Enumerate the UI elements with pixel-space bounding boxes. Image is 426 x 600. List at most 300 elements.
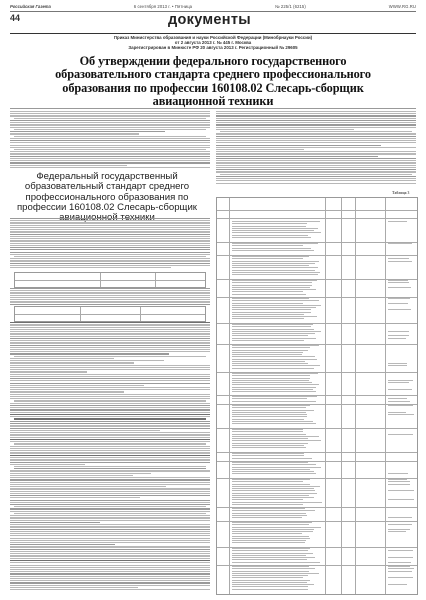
text-line — [10, 452, 210, 453]
table-text-line — [232, 326, 311, 327]
table-text-line — [232, 401, 316, 402]
text-line — [10, 394, 210, 395]
text-line — [10, 432, 210, 433]
text-line — [10, 589, 210, 590]
text-line — [10, 115, 210, 116]
table-text-line — [232, 256, 309, 257]
text-line — [10, 254, 210, 255]
text-line — [10, 488, 210, 489]
text-line — [10, 120, 210, 121]
table-text-line — [232, 289, 316, 290]
table-text-line — [232, 464, 316, 465]
table-text-line — [388, 517, 412, 518]
text-line — [216, 145, 381, 146]
text-line — [10, 450, 210, 451]
text-line — [10, 573, 210, 574]
text-line — [10, 367, 210, 368]
text-line — [216, 165, 416, 166]
text-line — [10, 267, 171, 268]
table-text-line — [388, 412, 406, 413]
text-line — [10, 347, 210, 348]
text-line — [10, 441, 210, 442]
text-line — [216, 136, 416, 137]
text-line — [10, 165, 127, 166]
text-line — [10, 299, 210, 300]
text-line — [216, 160, 416, 161]
text-line — [10, 459, 210, 460]
table-text-line — [232, 368, 314, 369]
text-line — [10, 464, 85, 465]
text-line — [10, 236, 210, 237]
text-line — [216, 156, 378, 157]
text-line — [216, 140, 416, 141]
table-text-line — [232, 431, 303, 432]
table-text-line — [232, 443, 308, 444]
table-text-line — [232, 384, 319, 385]
text-line — [216, 142, 416, 143]
text-line — [10, 526, 210, 527]
text-line — [10, 549, 210, 550]
text-line — [10, 502, 210, 503]
order-line-1: Приказ Министерства образования и науки Российской Федерации (Минобрнауки России) — [113, 35, 313, 40]
table-text-line — [388, 550, 413, 551]
table-text-line — [232, 486, 320, 487]
text-line — [220, 131, 412, 132]
table-text-line — [388, 473, 408, 474]
table-text-line — [232, 261, 319, 262]
text-line — [10, 336, 210, 337]
table-text-line — [232, 540, 306, 541]
text-line — [10, 437, 210, 438]
table-text-line — [232, 285, 312, 286]
order-heading — [10, 35, 416, 51]
text-line — [14, 466, 206, 467]
table-text-line — [232, 267, 318, 268]
text-line — [216, 129, 354, 130]
text-line — [10, 500, 210, 501]
text-line — [10, 249, 210, 250]
issue-date: 6 сентября 2013 г. • Пятница — [133, 4, 193, 9]
table-text-line — [232, 573, 319, 574]
table-text-line — [232, 568, 315, 569]
table-text-line — [232, 410, 314, 411]
text-line — [216, 162, 416, 163]
table-text-line — [232, 479, 310, 480]
text-line — [10, 414, 210, 415]
text-line — [10, 542, 210, 543]
table-text-line — [232, 471, 314, 472]
table-text-line — [232, 536, 309, 537]
text-line — [10, 495, 210, 496]
body-text-section-3 — [10, 322, 210, 594]
issue-number: № 225/1 (6215) — [275, 4, 306, 9]
text-line — [216, 158, 416, 159]
text-line — [10, 142, 210, 143]
text-line — [10, 292, 210, 293]
table-text-line — [388, 566, 410, 567]
table-text-line — [232, 291, 303, 292]
text-line — [10, 247, 210, 248]
text-line — [10, 374, 210, 375]
table-text-line — [388, 389, 412, 390]
text-line — [10, 430, 160, 431]
table-text-line — [232, 445, 304, 446]
text-line — [10, 569, 210, 570]
text-line — [216, 115, 416, 116]
table-text-line — [232, 414, 307, 415]
order-line-3: Зарегистрирован в Минюсте РФ 20 августа 2013 г. Регистрационный № 29605 — [128, 45, 298, 51]
table-text-line — [232, 298, 309, 299]
text-line — [10, 439, 210, 440]
table-text-line — [232, 538, 310, 539]
table-text-line — [232, 513, 306, 514]
table-text-line — [232, 493, 317, 494]
qualification-table — [14, 306, 206, 322]
table-text-line — [232, 575, 308, 576]
title-rule — [10, 108, 416, 109]
table-text-line — [232, 237, 311, 238]
text-line — [10, 220, 210, 221]
standard-heading: Федеральный государственный образовательный стандарт среднего профессионального образования по профессии 160108.02 Слесарь-сборщик — [16, 171, 198, 213]
text-line — [216, 178, 416, 179]
text-line — [10, 360, 164, 361]
text-line — [14, 513, 206, 514]
table-text-line — [232, 589, 308, 590]
table-text-line — [232, 318, 304, 319]
text-line — [10, 535, 210, 536]
text-line — [216, 171, 416, 172]
text-line — [10, 558, 210, 559]
text-line — [10, 371, 87, 372]
table-text-line — [232, 436, 319, 437]
text-line — [10, 448, 210, 449]
table-text-line — [232, 584, 314, 585]
text-line — [10, 517, 210, 518]
text-line — [10, 412, 210, 413]
table-text-line — [232, 245, 303, 246]
table-text-line — [232, 517, 302, 518]
text-line — [10, 576, 210, 577]
text-line — [216, 153, 416, 154]
text-line — [10, 578, 210, 579]
table-text-line — [232, 533, 302, 534]
table-text-line — [232, 361, 305, 362]
text-line — [10, 462, 210, 463]
table-text-line — [388, 303, 408, 304]
text-line — [10, 491, 210, 492]
table-text-line — [232, 270, 315, 271]
table-text-line — [232, 263, 315, 264]
text-line — [10, 227, 210, 228]
table-text-line — [232, 412, 306, 413]
text-line — [10, 553, 210, 554]
table-text-line — [232, 378, 310, 379]
table-text-line — [232, 495, 309, 496]
text-line — [14, 356, 206, 357]
text-line — [10, 225, 210, 226]
text-line — [10, 329, 210, 330]
text-line — [10, 520, 210, 521]
text-line — [10, 331, 210, 332]
table-text-line — [232, 553, 313, 554]
text-line — [10, 551, 210, 552]
table-text-line — [232, 555, 306, 556]
text-line — [10, 580, 210, 581]
text-line — [10, 533, 210, 534]
table-text-line — [388, 568, 414, 569]
text-line — [10, 324, 210, 325]
table-text-line — [232, 510, 315, 511]
text-line — [10, 288, 210, 289]
table-text-line — [232, 548, 310, 549]
text-line — [10, 493, 210, 494]
table-text-line — [388, 571, 412, 572]
text-line — [216, 111, 416, 112]
text-line — [14, 118, 206, 119]
text-line — [10, 479, 210, 480]
table-text-line — [232, 571, 309, 572]
text-line — [10, 151, 210, 152]
text-line — [10, 515, 210, 516]
text-line — [14, 149, 206, 150]
text-line — [10, 369, 210, 370]
education-level-table — [14, 272, 206, 288]
table-text-line — [232, 387, 316, 388]
text-line — [10, 122, 210, 123]
publication-name: Российская Газета — [10, 4, 51, 9]
table-text-line — [232, 515, 307, 516]
text-line — [10, 362, 134, 363]
text-line — [10, 238, 210, 239]
table-text-line — [388, 524, 412, 525]
text-line — [220, 174, 412, 175]
text-line — [216, 151, 416, 152]
table-text-line — [388, 484, 410, 485]
text-line — [10, 145, 210, 146]
table-text-line — [232, 329, 314, 330]
text-line — [10, 497, 140, 498]
table-text-line — [232, 550, 308, 551]
text-line — [10, 252, 210, 253]
table-text-line — [232, 421, 313, 422]
table-text-line — [232, 416, 307, 417]
text-line — [10, 156, 210, 157]
table-text-line — [232, 562, 320, 563]
text-line — [10, 508, 210, 509]
table-text-line — [232, 481, 303, 482]
text-line — [14, 443, 206, 444]
text-line — [14, 400, 206, 401]
text-line — [10, 243, 210, 244]
curriculum-structure-table — [216, 197, 418, 595]
website-link[interactable]: WWW.RG.RU — [388, 4, 416, 9]
table-text-line — [232, 312, 311, 313]
text-line — [10, 587, 138, 588]
table-text-line — [388, 335, 409, 336]
table-text-line — [232, 356, 315, 357]
text-line — [10, 124, 210, 125]
table-text-line — [232, 453, 304, 454]
text-line — [10, 571, 210, 572]
table-text-line — [232, 258, 303, 259]
table-text-line — [232, 488, 314, 489]
text-line — [10, 396, 210, 397]
text-line — [10, 333, 210, 334]
table-text-line — [232, 314, 304, 315]
text-line — [10, 428, 210, 429]
text-line — [10, 365, 210, 366]
text-line — [10, 133, 139, 134]
table-text-line — [232, 223, 307, 224]
table-text-line — [232, 324, 313, 325]
table-text-line — [388, 338, 406, 339]
table-text-line — [232, 557, 315, 558]
text-line — [10, 113, 210, 114]
table-text-line — [232, 347, 310, 348]
table-text-line — [388, 434, 413, 435]
text-line — [10, 387, 210, 388]
table-text-line — [388, 557, 413, 558]
text-line — [10, 304, 210, 305]
text-line — [10, 403, 210, 404]
text-line — [10, 351, 210, 352]
text-line — [216, 147, 416, 148]
table-text-line — [388, 309, 411, 310]
text-line — [10, 260, 210, 261]
table-text-line — [232, 345, 319, 346]
table-text-line — [388, 398, 407, 399]
text-line — [10, 240, 210, 241]
text-line — [10, 585, 210, 586]
table-text-line — [232, 294, 306, 295]
table-text-line — [232, 440, 321, 441]
text-line — [216, 127, 416, 128]
text-line — [216, 138, 416, 139]
table-text-line — [232, 359, 317, 360]
text-line — [10, 538, 210, 539]
table-text-line — [232, 559, 307, 560]
text-line — [10, 475, 133, 476]
text-line — [14, 418, 206, 419]
text-line — [10, 138, 210, 139]
table-text-line — [388, 499, 414, 500]
text-line — [10, 383, 210, 384]
table-text-line — [232, 502, 322, 503]
table-text-line — [232, 467, 321, 468]
text-line — [10, 245, 210, 246]
table-text-line — [232, 398, 307, 399]
text-line — [10, 162, 210, 163]
text-line — [216, 120, 416, 121]
text-line — [10, 290, 210, 291]
table-text-line — [388, 243, 412, 244]
text-line — [10, 378, 210, 379]
text-line — [216, 133, 416, 134]
text-line — [10, 423, 210, 424]
table-text-line — [232, 396, 317, 397]
table-text-line — [388, 258, 409, 259]
table-text-line — [232, 226, 306, 227]
table-text-line — [232, 265, 309, 266]
table-text-line — [388, 382, 409, 383]
table-text-line — [232, 272, 320, 273]
table-text-line — [232, 455, 304, 456]
table-text-line — [232, 407, 306, 408]
text-line — [10, 258, 210, 259]
masthead — [10, 2, 416, 11]
text-line — [216, 124, 416, 125]
table-text-line — [232, 438, 308, 439]
text-line — [10, 522, 100, 523]
table-text-line — [232, 473, 316, 474]
text-line — [10, 504, 210, 505]
table-text-line — [388, 531, 406, 532]
table-text-line — [232, 469, 310, 470]
text-line — [10, 582, 210, 583]
preamble-text — [10, 111, 210, 171]
table-caption: Таблица 3 — [392, 191, 410, 195]
table-text-line — [232, 522, 312, 523]
text-line — [10, 524, 210, 525]
text-line — [10, 342, 210, 343]
text-line — [10, 263, 210, 264]
preamble-text-right — [216, 111, 416, 187]
table-text-line — [232, 303, 303, 304]
text-line — [216, 169, 416, 170]
table-text-line — [232, 230, 314, 231]
table-text-line — [232, 497, 314, 498]
text-line — [10, 484, 210, 485]
section-title: документы — [168, 12, 251, 28]
table-text-line — [232, 340, 304, 341]
table-text-line — [232, 434, 306, 435]
table-text-line — [232, 375, 310, 376]
text-line — [10, 455, 210, 456]
text-line — [14, 256, 206, 257]
text-line — [10, 376, 210, 377]
text-line — [216, 113, 416, 114]
table-text-line — [388, 481, 410, 482]
text-line — [10, 140, 210, 141]
text-line — [216, 118, 416, 119]
table-text-line — [232, 316, 317, 317]
text-line — [10, 301, 210, 302]
text-line — [10, 345, 210, 346]
table-text-line — [388, 365, 407, 366]
table-text-line — [232, 363, 308, 364]
table-text-line — [232, 462, 308, 463]
table-text-line — [232, 504, 303, 505]
table-text-line — [232, 419, 304, 420]
table-text-line — [232, 335, 308, 336]
table-text-line — [232, 248, 311, 249]
text-line — [10, 153, 210, 154]
text-line — [10, 560, 210, 561]
table-text-line — [232, 490, 315, 491]
table-text-line — [232, 527, 321, 528]
table-text-line — [232, 529, 314, 530]
table-text-line — [388, 414, 414, 415]
table-text-line — [388, 282, 409, 283]
table-text-line — [388, 490, 414, 491]
text-line — [10, 340, 210, 341]
text-line — [10, 349, 210, 350]
table-text-line — [232, 580, 310, 581]
table-text-line — [232, 423, 316, 424]
table-text-line — [388, 298, 410, 299]
text-line — [10, 167, 210, 168]
table-text-line — [232, 566, 309, 567]
